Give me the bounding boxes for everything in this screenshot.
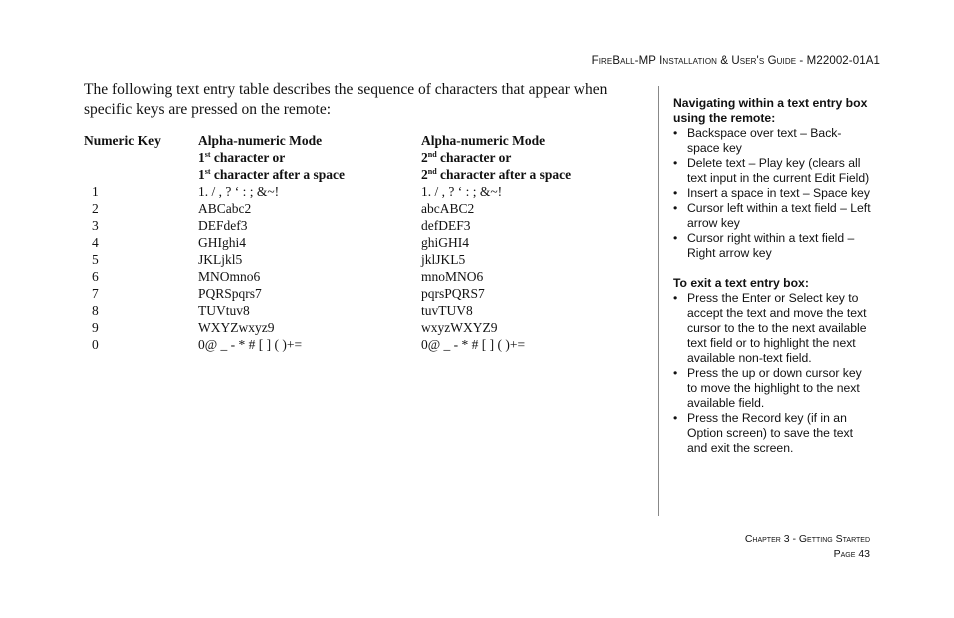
key-cell: 0 [92,337,99,352]
table-row [84,200,621,217]
list-item: • Backspace over text – Back-space key [673,126,842,155]
bullet-icon: • [673,201,678,215]
second-mode-cell: 1. / , ? ‘ : ; &~! [421,184,503,199]
nav-list [673,126,873,261]
nav-section-title: Navigating within a text entry box using the remote: [673,96,868,125]
bullet-icon: • [673,366,678,380]
list-item: • Press the up or down cursor key to move the highlight to the next available field. [673,366,862,410]
table-row [84,285,621,302]
header-numeric-key: Numeric Key [84,133,161,148]
list-item: • Cursor left within a text field – Left arrow key [673,201,871,230]
key-cell: 1 [92,184,99,199]
first-mode-cell: 0@ _ - * # [ ] ( )+= [198,337,303,352]
second-mode-cell: wxyzWXYZ9 [421,320,498,335]
key-cell: 9 [92,320,99,335]
list-item: • Insert a space in text – Space key [673,186,870,200]
second-mode-cell: mnoMNO6 [421,269,484,284]
bullet-icon: • [673,231,678,245]
first-mode-cell: MNOmno6 [198,269,261,284]
bullet-icon: • [673,186,678,200]
list-item: • Press the Enter or Select key to accept the text and move the text cursor to the to the next available text field or to highlight the next available non-text field. [673,291,867,365]
text-entry-table [84,132,621,353]
header-second-mode: Alpha-numeric Mode [421,133,546,148]
first-mode-cell: GHIghi4 [198,235,246,250]
table-row [84,234,621,251]
key-cell: 4 [92,235,99,250]
key-cell: 3 [92,218,99,233]
table-row [84,183,621,200]
header-second-char: 2nd character or [421,150,512,165]
second-mode-cell: jklJKL5 [421,252,466,267]
key-cell: 5 [92,252,99,267]
bullet-icon: • [673,126,678,140]
first-mode-cell: DEFdef3 [198,218,248,233]
table-header-row-2 [84,149,621,166]
first-mode-cell: WXYZwxyz9 [198,320,275,335]
table-row [84,217,621,234]
second-mode-cell: 0@ _ - * # [ ] ( )+= [421,337,526,352]
key-cell: 7 [92,286,99,301]
first-mode-cell: JKLjkl5 [198,252,243,267]
table-row [84,336,621,353]
second-mode-cell: ghiGHI4 [421,235,469,250]
key-cell: 2 [92,201,99,216]
first-mode-cell: 1. / , ? ‘ : ; &~! [198,184,280,199]
first-mode-cell: ABCabc2 [198,201,252,216]
key-cell: 6 [92,269,99,284]
first-mode-cell: TUVtuv8 [198,303,250,318]
second-mode-cell: abcABC2 [421,201,475,216]
key-cell: 8 [92,303,99,318]
sidebar-divider [658,86,659,516]
bullet-icon: • [673,411,678,425]
exit-section-title: To exit a text entry box: [673,276,809,290]
second-mode-cell: pqrsPQRS7 [421,286,485,301]
page-number: Page 43 [833,548,870,560]
table-row [84,319,621,336]
bullet-icon: • [673,291,678,305]
header-second-after-space: 2nd character after a space [421,167,572,182]
table-row [84,251,621,268]
first-mode-cell: PQRSpqrs7 [198,286,262,301]
table-header-row-3 [84,166,621,183]
table-header-row-1 [84,132,621,149]
bullet-icon: • [673,156,678,170]
running-header: FireBall-MP Installation & User's Guide - M22002-01A1 [591,55,880,67]
page-footer [745,532,870,562]
list-item: • Cursor right within a text field – Right arrow key [673,231,855,260]
header-first-char: 1st character or [198,150,286,165]
table-row [84,268,621,285]
chapter-label: Chapter 3 - Getting Started [744,533,870,545]
sidebar-notes [673,96,873,471]
list-item: • Press the Record key (if in an Option screen) to save the text and exit the screen. [673,411,853,455]
header-first-mode: Alpha-numeric Mode [198,133,323,148]
intro-paragraph: The following text entry table describes the sequence of characters that appear when specific keys are pressed on the remote: [84,81,608,118]
second-mode-cell: defDEF3 [421,218,471,233]
exit-list [673,291,873,456]
second-mode-cell: tuvTUV8 [421,303,473,318]
list-item: • Delete text – Play key (clears all text input in the current Edit Field) [673,156,870,185]
header-first-after-space: 1st character after a space [198,167,345,182]
table-row [84,302,621,319]
